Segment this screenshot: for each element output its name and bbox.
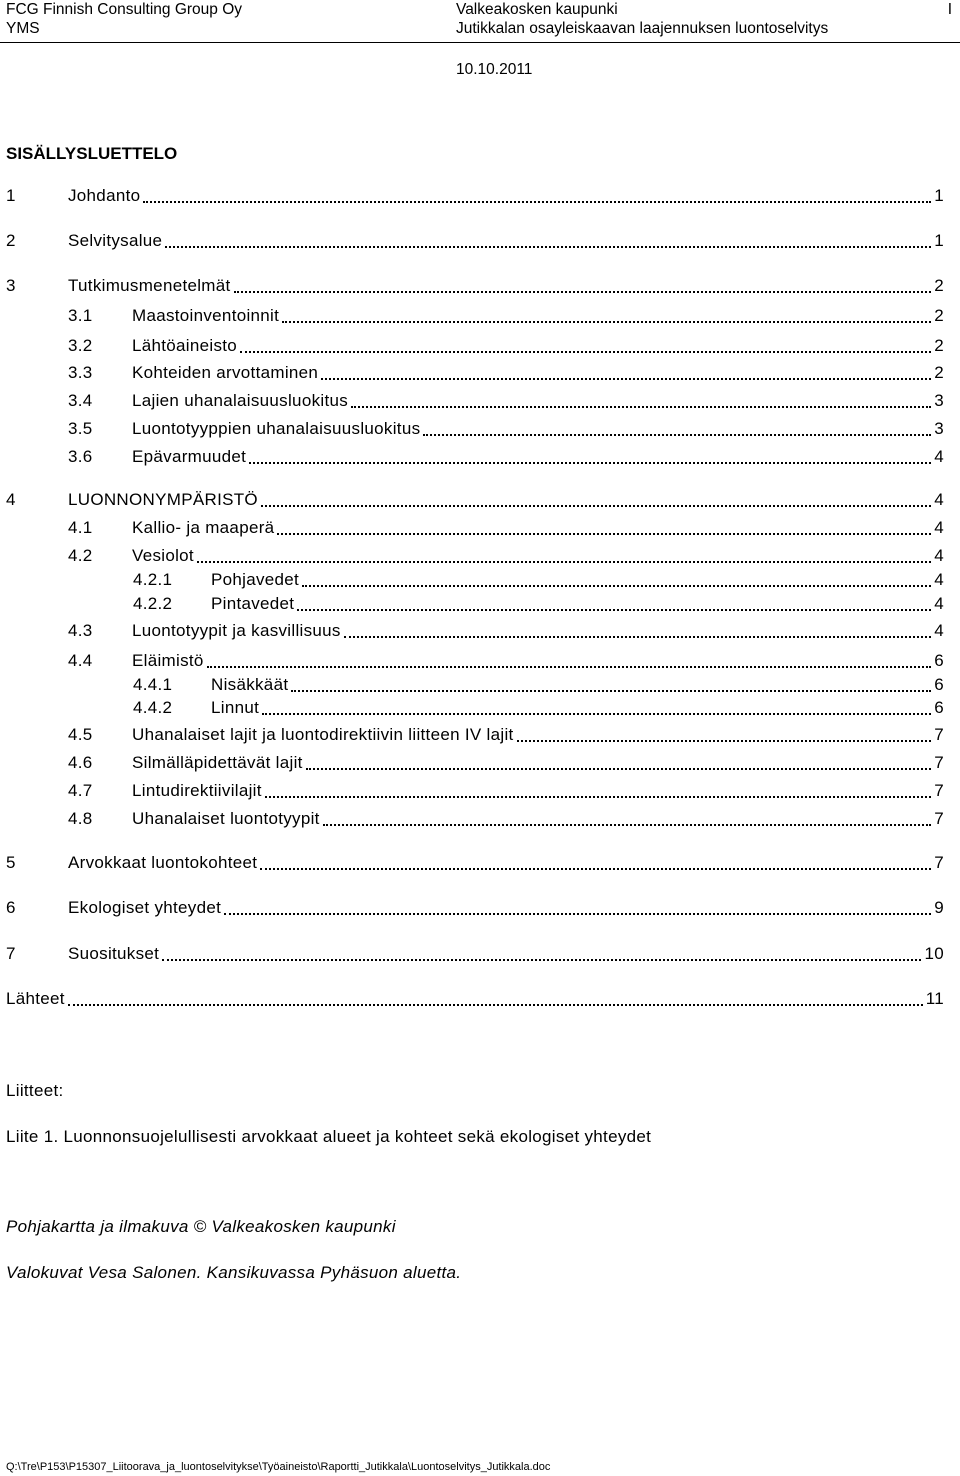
toc-entry[interactable] xyxy=(0,229,944,251)
toc-entry[interactable] xyxy=(0,304,944,326)
toc-entry[interactable] xyxy=(0,942,944,964)
toc-entry-label: LUONNONYMPÄRISTÖ xyxy=(68,490,258,509)
toc-entry[interactable] xyxy=(0,649,944,671)
toc-entry-label: Maastoinventoinnit xyxy=(132,306,280,325)
toc-entry[interactable] xyxy=(0,592,944,614)
toc-entry[interactable] xyxy=(0,723,944,745)
toc-dot-leader xyxy=(321,378,931,380)
toc-entry-label: Selvitysalue xyxy=(68,231,163,250)
toc-entry-label: Epävarmuudet xyxy=(132,447,247,466)
toc-entry-page: 4 xyxy=(934,546,944,565)
toc-entry[interactable] xyxy=(0,417,944,439)
appendix-item: Liite 1. Luonnonsuojelullisesti arvokkaat alueet ja kohteet sekä ekologiset yhteydet xyxy=(6,1127,652,1146)
toc-entry-page: 2 xyxy=(934,276,944,295)
toc-entry-label: Silmälläpidettävät lajit xyxy=(132,753,303,772)
toc-entry[interactable] xyxy=(0,544,944,566)
toc-entry-page: 4 xyxy=(934,570,944,589)
report-title: Jutikkalan osayleiskaavan laajennuksen luontoselvitys xyxy=(456,20,829,37)
toc-entry-page: 4 xyxy=(934,447,944,466)
toc-entry-number: 7 xyxy=(6,944,16,963)
toc-entry-number: 4.4 xyxy=(68,651,93,670)
toc-dot-leader xyxy=(517,740,932,742)
toc-entry-page: 1 xyxy=(934,231,944,250)
toc-dot-leader xyxy=(323,824,932,826)
toc-entry-label: Uhanalaiset lajit ja luontodirektiivin liitteen IV lajit xyxy=(132,725,514,744)
client-name: Valkeakosken kaupunki xyxy=(456,1,618,18)
toc-entry-number: 4.8 xyxy=(68,809,93,828)
toc-dot-leader xyxy=(344,636,932,638)
toc-entry-page: 3 xyxy=(934,391,944,410)
toc-entry-label: Kohteiden arvottaminen xyxy=(132,363,319,382)
toc-entry-page: 4 xyxy=(934,518,944,537)
company-name: FCG Finnish Consulting Group Oy xyxy=(6,1,243,18)
toc-entry-page: 4 xyxy=(934,621,944,640)
toc-entry-number: 3.6 xyxy=(68,447,93,466)
toc-entry-page: 11 xyxy=(925,989,944,1008)
toc-dot-leader xyxy=(277,533,931,535)
toc-entry[interactable] xyxy=(0,851,944,873)
toc-dot-leader xyxy=(165,246,931,248)
toc-entry-page: 6 xyxy=(934,651,944,670)
toc-entry-page: 6 xyxy=(934,675,944,694)
toc-entry-label: Eläimistö xyxy=(132,651,204,670)
toc-dot-leader xyxy=(261,505,931,507)
toc-entry[interactable] xyxy=(0,361,944,383)
toc-entry-label: Pohjavedet xyxy=(211,570,300,589)
toc-dot-leader xyxy=(262,713,931,715)
toc-dot-leader xyxy=(249,462,931,464)
toc-entry[interactable] xyxy=(0,488,944,510)
toc-entry-number: 6 xyxy=(6,898,16,917)
toc-entry-page: 9 xyxy=(934,898,944,917)
toc-entry-number: 3.3 xyxy=(68,363,93,382)
toc-entry-number: 4.2.2 xyxy=(133,594,173,613)
toc-dot-leader xyxy=(297,609,931,611)
toc-entry-number: 4.7 xyxy=(68,781,93,800)
toc-dot-leader xyxy=(265,796,931,798)
toc-entry-number: 2 xyxy=(6,231,16,250)
unit-name: YMS xyxy=(6,20,40,37)
toc-title: SISÄLLYSLUETTELO xyxy=(6,144,178,163)
toc-entry-page: 7 xyxy=(934,853,944,872)
toc-entry-label: Ekologiset yhteydet xyxy=(68,898,222,917)
page-number: I xyxy=(947,1,952,18)
toc-dot-leader xyxy=(162,959,921,961)
report-date: 10.10.2011 xyxy=(456,61,533,78)
toc-entry-label: Arvokkaat luontokohteet xyxy=(68,853,258,872)
toc-entry-label: Vesiolot xyxy=(132,546,194,565)
toc-entry[interactable] xyxy=(0,334,944,356)
toc-entry-number: 4.3 xyxy=(68,621,93,640)
toc-entry-number: 4.1 xyxy=(68,518,93,537)
toc-entry-number: 1 xyxy=(6,186,16,205)
toc-entry-page: 2 xyxy=(934,306,944,325)
toc-dot-leader xyxy=(143,201,931,203)
toc-entry-label: Luontotyypit ja kasvillisuus xyxy=(132,621,341,640)
toc-entry-label: Uhanalaiset luontotyypit xyxy=(132,809,320,828)
toc-entry[interactable] xyxy=(0,779,944,801)
toc-entry-page: 1 xyxy=(934,186,944,205)
toc-entry-number: 4.6 xyxy=(68,753,93,772)
toc-entry-number: 3 xyxy=(6,276,16,295)
toc-entry-number: 4.4.1 xyxy=(133,675,173,694)
toc-entry-label: Nisäkkäät xyxy=(211,675,289,694)
toc-entry-page: 4 xyxy=(934,594,944,613)
toc-entry-number: 5 xyxy=(6,853,16,872)
toc-entry[interactable] xyxy=(0,696,944,718)
toc-entry[interactable] xyxy=(0,987,944,1009)
toc-entry-label: Lintudirektiivilajit xyxy=(132,781,262,800)
toc-dot-leader xyxy=(207,666,932,668)
toc-entry-number: 4.4.2 xyxy=(133,698,173,717)
toc-entry-number: 3.2 xyxy=(68,336,93,355)
toc-entry-label: Suositukset xyxy=(68,944,160,963)
toc-entry[interactable] xyxy=(0,274,944,296)
map-credit: Pohjakartta ja ilmakuva © Valkeakosken kaupunki xyxy=(6,1217,396,1236)
toc-dot-leader xyxy=(291,690,931,692)
toc-entry-label: Lajien uhanalaisuusluokitus xyxy=(132,391,349,410)
toc-entry[interactable] xyxy=(0,619,944,641)
toc-entry-page: 7 xyxy=(934,753,944,772)
toc-entry-label: Lähteet xyxy=(6,989,65,1008)
toc-entry-page: 7 xyxy=(934,809,944,828)
toc-entry-label: Lähtöaineisto xyxy=(132,336,238,355)
header-divider xyxy=(0,42,960,43)
toc-entry-label: Linnut xyxy=(211,698,260,717)
toc-dot-leader xyxy=(282,321,931,323)
toc-entry-label: Johdanto xyxy=(68,186,141,205)
toc-entry[interactable] xyxy=(0,673,944,695)
toc-dot-leader xyxy=(224,913,931,915)
toc-dot-leader xyxy=(306,768,932,770)
toc-entry-page: 2 xyxy=(934,336,944,355)
toc-entry-label: Tutkimusmenetelmät xyxy=(68,276,231,295)
toc-entry[interactable] xyxy=(0,896,944,918)
toc-entry-label: Pintavedet xyxy=(211,594,295,613)
toc-entry-label: Luontotyyppien uhanalaisuusluokitus xyxy=(132,419,421,438)
toc-entry-page: 6 xyxy=(934,698,944,717)
toc-entry-number: 3.5 xyxy=(68,419,93,438)
toc-entry[interactable] xyxy=(0,751,944,773)
toc-entry-number: 3.1 xyxy=(68,306,93,325)
toc-entry[interactable] xyxy=(0,568,944,590)
toc-dot-leader xyxy=(302,585,931,587)
toc-entry-number: 4 xyxy=(6,490,16,509)
toc-dot-leader xyxy=(351,406,931,408)
toc-entry[interactable] xyxy=(0,184,944,206)
toc-dot-leader xyxy=(240,351,931,353)
toc-entry[interactable] xyxy=(0,445,944,467)
toc-entry[interactable] xyxy=(0,389,944,411)
toc-entry-page: 3 xyxy=(934,419,944,438)
appendices-heading: Liitteet: xyxy=(6,1081,64,1100)
toc-entry-label: Kallio- ja maaperä xyxy=(132,518,275,537)
toc-entry-page: 2 xyxy=(934,363,944,382)
toc-entry-page: 4 xyxy=(934,490,944,509)
toc-entry-page: 7 xyxy=(934,725,944,744)
toc-entry-page: 10 xyxy=(924,944,944,963)
toc-entry-number: 4.2.1 xyxy=(133,570,173,589)
toc-entry-number: 4.2 xyxy=(68,546,93,565)
toc-entry-number: 4.5 xyxy=(68,725,93,744)
toc-dot-leader xyxy=(260,868,931,870)
file-path: Q:\Tre\P153\P15307_Liitoorava_ja_luontoselvitykse\Työaineisto\Raportti_Jutikkala\Luontoselvitys_Jutikkala.doc xyxy=(6,1461,551,1473)
toc-dot-leader xyxy=(423,434,931,436)
toc-dot-leader xyxy=(234,291,932,293)
toc-entry-page: 7 xyxy=(934,781,944,800)
toc-entry[interactable] xyxy=(0,516,944,538)
toc-entry[interactable] xyxy=(0,807,944,829)
toc-entry-number: 3.4 xyxy=(68,391,93,410)
toc-dot-leader xyxy=(68,1004,923,1006)
toc-dot-leader xyxy=(197,561,931,563)
photo-credit: Valokuvat Vesa Salonen. Kansikuvassa Pyhäsuon aluetta. xyxy=(6,1263,462,1282)
